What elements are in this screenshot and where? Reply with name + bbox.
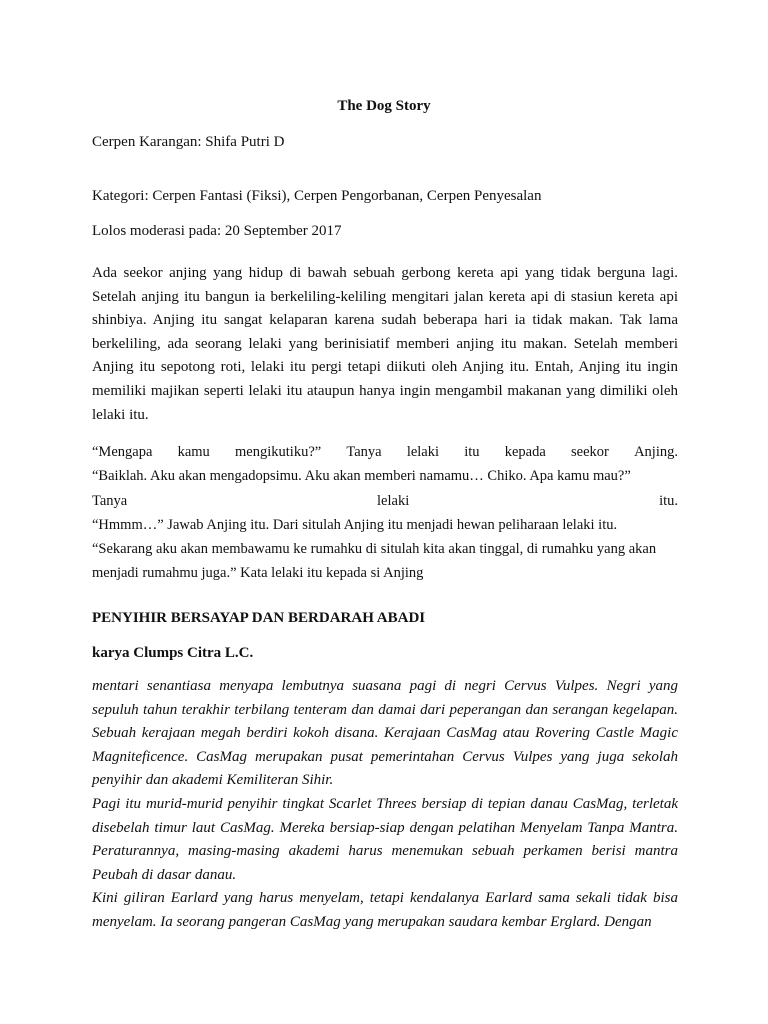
- story2-paragraph: Pagi itu murid-murid penyihir tingkat Scarlet Threes bersiap di tepian danau CasMag, terletak disebelah timur laut CasMag. Mereka bersiap-siap dengan pelatihan Menyelam Tanpa Mantra. Peraturannya, masing-masing akademi harus menemukan sebuah perkamen berisi mantra Peubah di dasar danau.: [92, 795, 678, 883]
- story-paragraph: Ada seekor anjing yang hidup di bawah sebuah gerbong kereta api yang tidak berguna lagi. Setelah anjing itu bangun ia berkeliling-keliling mengitari jalan kereta api di stasiun kereta api shinbiya. Anjing itu sangat kelaparan karena sudah beberapa hari ia tidak makan. Tak lama berkeliling, ada seorang lelaki yang berinisiatif memberi anjing itu makan. Setelah memberi Anjing itu sepotong roti, lelaki itu pergi tetapi diikuti oleh Anjing itu. Entah, Anjing itu ingin memiliki majikan seperti lelaki itu ataupun hanya ingin mengambil makanan yang dimiliki oleh lelaki itu.: [92, 265, 678, 423]
- dialog-line: [92, 440, 678, 464]
- story-title: The Dog Story: [337, 98, 431, 114]
- dialog-word: itu: [464, 444, 480, 460]
- dialog-block: [92, 440, 678, 586]
- dialog-word: kamu: [177, 444, 210, 460]
- dialog-line: menjadi rumahmu juga.” Kata lelaki itu kepada si Anjing: [92, 565, 424, 582]
- moderation-line: Lolos moderasi pada: 20 September 2017: [92, 223, 342, 239]
- dialog-line: “Hmmm…” Jawab Anjing itu. Dari situlah Anjing itu menjadi hewan peliharaan lelaki itu.: [92, 516, 618, 533]
- dialog-word: Anjing.: [634, 444, 678, 460]
- author-line: Cerpen Karangan: Shifa Putri D: [92, 134, 285, 150]
- dialog-line: [92, 489, 678, 513]
- story2-title: PENYIHIR BERSAYAP DAN BERDARAH ABADI: [92, 610, 426, 626]
- dialog-line: “Sekarang aku akan membawamu ke rumahku di situlah kita akan tinggal, di rumahku yang akan: [92, 541, 657, 558]
- category-line: Kategori: Cerpen Fantasi (Fiksi), Cerpen Pengorbanan, Cerpen Penyesalan: [92, 188, 542, 204]
- dialog-word: Tanya: [92, 492, 128, 509]
- dialog-word: Tanya: [346, 444, 382, 460]
- story2-author: karya Clumps Citra L.C.: [92, 645, 254, 661]
- dialog-word: lelaki: [377, 492, 410, 509]
- dialog-word: seekor: [571, 444, 609, 460]
- dialog-word: “Mengapa: [92, 444, 153, 460]
- dialog-word: itu.: [659, 492, 678, 509]
- story2-paragraph: Kini giliran Earlard yang harus menyelam, tetapi kendalanya Earlard sama sekali tidak bisa menyelam. Ia seorang pangeran CasMag yang merupakan saudara kembar Erglard. Dengan: [92, 890, 678, 930]
- dialog-word: kepada: [504, 444, 546, 460]
- dialog-word: lelaki: [406, 444, 440, 460]
- dialog-word: mengikutiku?”: [235, 444, 322, 460]
- story2-body: [92, 675, 678, 935]
- dialog-line: “Baiklah. Aku akan mengadopsimu. Aku akan memberi namamu… Chiko. Apa kamu mau?”: [92, 468, 631, 485]
- story2-paragraph: mentari senantiasa menyapa lembutnya suasana pagi di negri Cervus Vulpes. Negri yang sepuluh tahun terakhir terbilang tenteram dan damai dari peperangan dan serangan kegelapan. Sebuah kerajaan megah berdiri kokoh disana. Kerajaan CasMag atau Rovering Castle Magic Magniteficence. CasMag merupakan pusat pemerintahan Cervus Vulpes yang juga sekolah penyihir dan akademi Kemiliteran Sihir.: [92, 678, 678, 789]
